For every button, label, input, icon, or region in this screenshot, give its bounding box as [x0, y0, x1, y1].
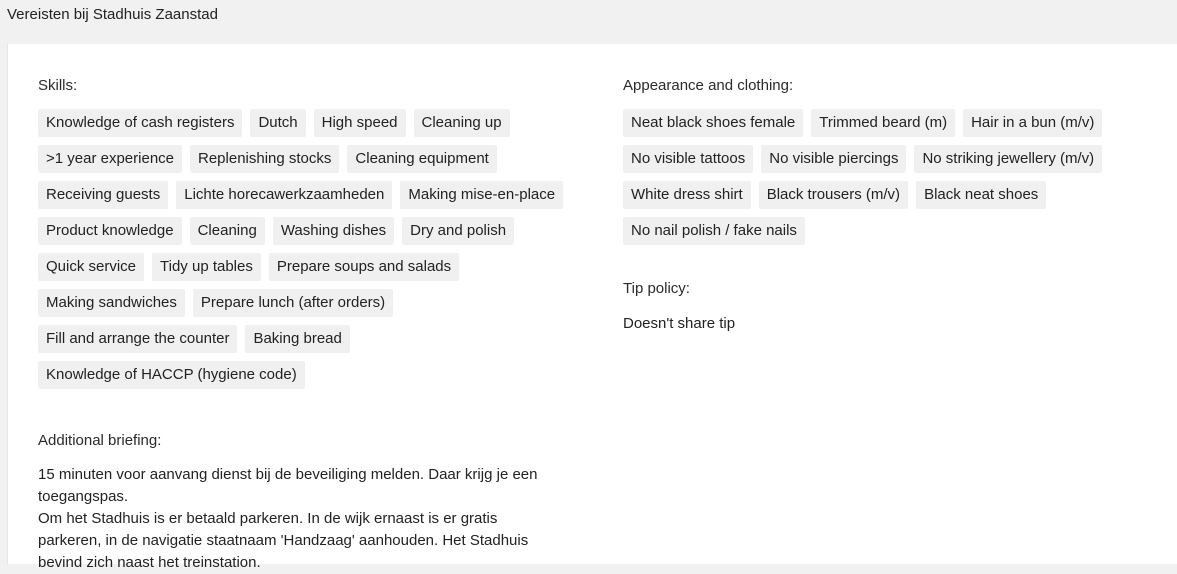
right-column — [623, 76, 1168, 335]
appearance-tag-list — [623, 109, 1163, 253]
appearance-tag: White dress shirt — [623, 181, 751, 209]
skill-tag: Prepare lunch (after orders) — [193, 289, 393, 317]
briefing-line: 15 minuten voor aanvang dienst bij de beveiliging melden. Daar krijg je een toegangspas. — [38, 466, 538, 505]
skill-tag: Baking bread — [245, 325, 349, 353]
header-bar — [0, 0, 1177, 36]
skill-tag: Knowledge of cash registers — [38, 109, 242, 137]
appearance-tag: Hair in a bun (m/v) — [963, 109, 1102, 137]
skills-label: Skills: — [38, 77, 78, 94]
tip-policy-label: Tip policy: — [623, 280, 690, 297]
appearance-tag: Black neat shoes — [916, 181, 1046, 209]
skill-tag: Receiving guests — [38, 181, 168, 209]
skills-tag-list — [38, 109, 578, 397]
appearance-tag: Neat black shoes female — [623, 109, 803, 137]
appearance-tag: No striking jewellery (m/v) — [914, 145, 1102, 173]
left-column — [38, 76, 578, 574]
skill-tag: Cleaning equipment — [347, 145, 496, 173]
skill-tag: Making mise-en-place — [400, 181, 563, 209]
page-title: Vereisten bij Stadhuis Zaanstad — [7, 6, 218, 23]
skill-tag: Washing dishes — [273, 217, 394, 245]
appearance-label: Appearance and clothing: — [623, 77, 794, 94]
appearance-tag: No nail polish / fake nails — [623, 217, 805, 245]
appearance-tag: No visible tattoos — [623, 145, 753, 173]
appearance-tag: No visible piercings — [761, 145, 906, 173]
skill-tag: Replenishing stocks — [190, 145, 339, 173]
briefing-line: Om het Stadhuis is er betaald parkeren. In de wijk ernaast is er gratis parkeren, in de navigatie staatnaam 'Handzaag' aanhouden. Het Stadhuis bevind zich naast het treinstation. — [38, 510, 529, 571]
tip-policy-value: Doesn't share tip — [623, 315, 736, 332]
skill-tag: Product knowledge — [38, 217, 182, 245]
skill-tag: Cleaning up — [414, 109, 510, 137]
skill-tag: Dry and polish — [402, 217, 514, 245]
skill-tag: Cleaning — [190, 217, 265, 245]
skill-tag: Quick service — [38, 253, 144, 281]
skill-tag: Knowledge of HACCP (hygiene code) — [38, 361, 305, 389]
appearance-tag: Black trousers (m/v) — [759, 181, 908, 209]
requirements-card — [7, 44, 1177, 571]
briefing-label: Additional briefing: — [38, 432, 162, 449]
skill-tag: Making sandwiches — [38, 289, 185, 317]
skill-tag: Lichte horecawerkzaamheden — [176, 181, 392, 209]
skill-tag: Fill and arrange the counter — [38, 325, 237, 353]
skill-tag: High speed — [314, 109, 406, 137]
skill-tag: Prepare soups and salads — [269, 253, 459, 281]
skill-tag: >1 year experience — [38, 145, 182, 173]
briefing-text — [38, 464, 578, 574]
skill-tag: Dutch — [250, 109, 305, 137]
skill-tag: Tidy up tables — [152, 253, 261, 281]
appearance-tag: Trimmed beard (m) — [811, 109, 955, 137]
